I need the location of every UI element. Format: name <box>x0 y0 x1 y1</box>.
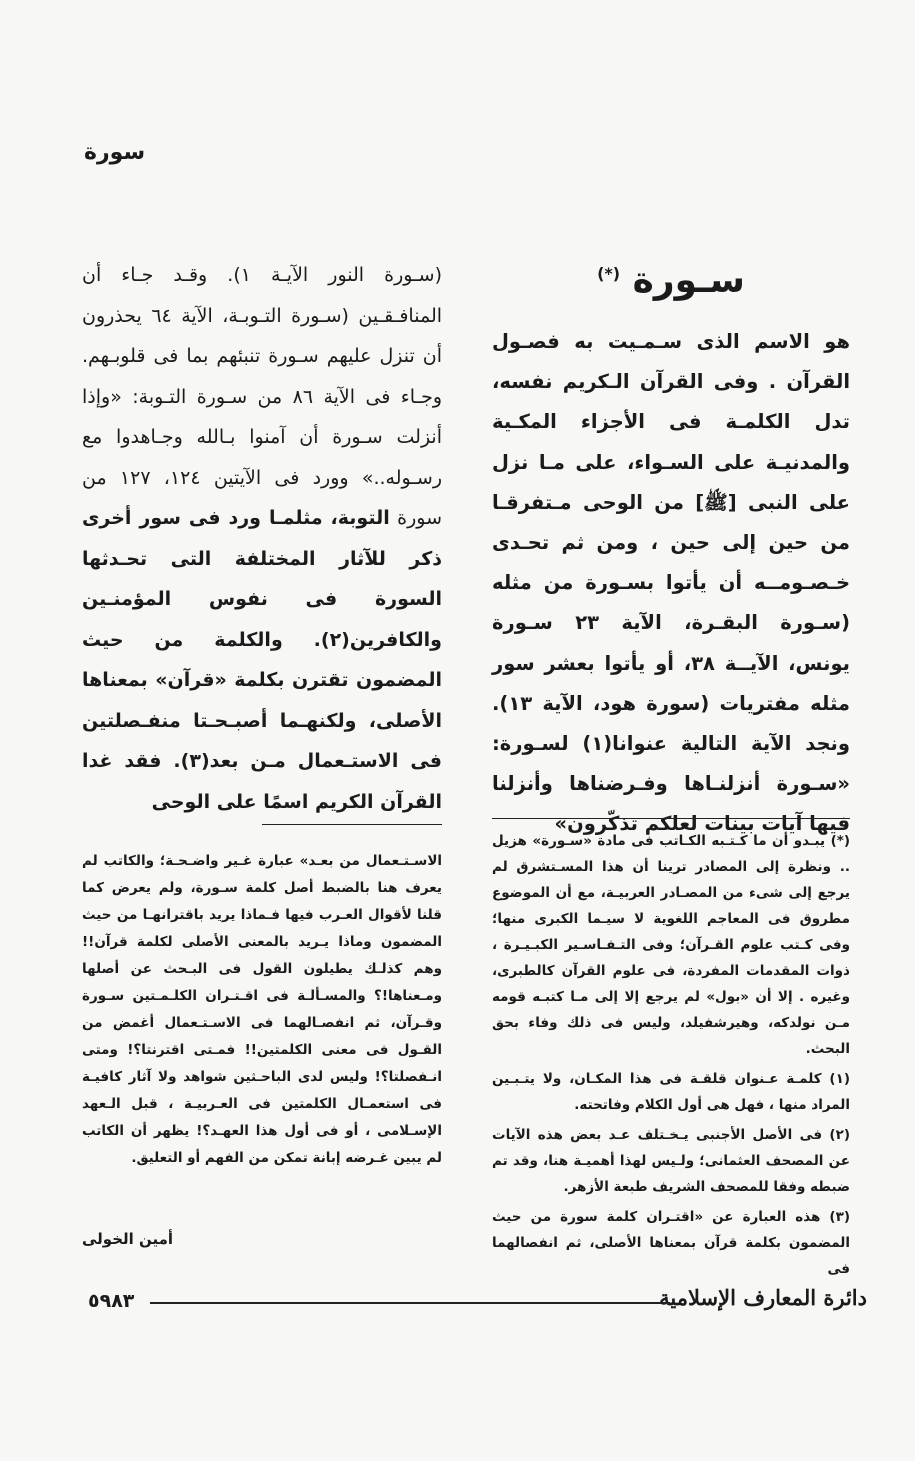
running-head: سورة <box>84 140 146 165</box>
left-column <box>82 255 442 822</box>
footnote-rule-left <box>262 824 442 825</box>
article-title-text: سـورة <box>632 260 745 301</box>
page-number: ٥٩٨٣ <box>88 1290 135 1312</box>
title-footnote-marker: (*) <box>597 264 621 283</box>
left-column-text-bold: التوبة، مثلمـا ورد فى سور أخرى ذكر للآثار المختلفة التى تحـدثها السورة فى نفوس المؤمنـين والكافرين(٢). والكلمة من حيث المضمون تقترن بكلمة «قرآن» بمعناها الأصلى، ولكنهـما أصبـحـتا منفـصلتين فى الاستـعمال مـن بعد(٣). فقد غدا القرآن الكريم اسمًا على الوحى <box>82 507 442 813</box>
footnote-3: (٣) هذه العبارة عن «اقتـران كلمة سورة من حيث المضمون بكلمة قرآن بمعناها الأصلى، ثم انفصالهما فى <box>492 1209 850 1277</box>
author-signature: أمين الخولى <box>82 1230 174 1248</box>
left-column-text <box>82 255 442 822</box>
left-column-text-normal: (سـورة النور الآيـة ١). وقـد جـاء أن المنافـقـين (سـورة التـوبـة، الآية ٦٤ يحذرون أن تنزل عليهم سـورة تنبئهم بما فى قلوبـهم. وجـاء فى الآية ٨٦ من سـورة التـوبة: «وإذا أنزلت سـورة أن آمنوا بـالله وجـاهدوا مع رسـوله..» وورد فى الآيتين ١٢٤، ١٢٧ من سورة <box>82 264 443 529</box>
footnote-rule-right <box>492 818 850 819</box>
article-title <box>492 250 850 301</box>
footnote-1: (١) كلمـة عـنوان قلقـة فى هذا المكـان، ولا يتـبـين المراد منها ، فهل هى أول الكلام وفاتحته. <box>492 1071 850 1113</box>
footer-title: دائرة المعارف الإسلامية <box>659 1285 867 1310</box>
footnote-2: (٢) فى الأصل الأجنبى يـخـتلف عـد بعض هذه الآيات عن المصحف العثمانى؛ ولـيس لهذا أهميـة هنا، وقد تم ضبطه وفقا للمصحف الشريف طبعة الأزهر. <box>492 1127 850 1195</box>
footnotes-right <box>492 828 850 1286</box>
footnote-star: (*) يبـدو أن ما كـتـبه الكـاتب فى مادة «سـورة» هزيل .. ونظرة إلى المصادر ترينا أن هذا المسـتشرق لم يرجع إلى شىء من المصـادر العربيـة، مع أن الموضوع مطروق فى المعاجم اللغوية لا سيـما الكبرى منها؛ وفى كـتب علوم القـرآن؛ وفى التـفـاسـير الكبـيـرة ، ذوات المقدمات المفردة، فى علوم القرآن كالطبرى، وغيره . إلا أن «بول» لم يرجع إلا إلى مـا كتبـه قومه مـن نولدكه، وهيرشفيلد، وليس فى ذلك وفاء بحق البحث. <box>492 833 850 1057</box>
footer-divider <box>150 1302 670 1304</box>
footnote-continuation: الاسـتـعمال من بعـد» عبارة غـير واضـحـة؛ والكاتب لم يعرف هنا بالضبط أصل كلمة سـورة، ولم يعرض كما قلنا لأقوال العـرب فيها فـماذا يريد باقترانهـا من حيث المضمون وماذا يـريد بالمعنى الأصلى لكلمة قرآن!! وهم كذلـك يطيلون القول فى البـحث عن أصلها ومـعناها!؟ والمسـألـة فى اقـتـران الكلـمـتين سـورة وقـرآن، ثم انفصـالهما فى الاسـتـعمال أغمض من القـول فى معنى الكلمتين!! فمـتى اقترنتا؟! ومتى انـفصلتا؟! وليس لدى الباحـثين شواهد ولا آثار كافيـة فى استعمـال الكلمتين فى العـربيـة ، قبل الـعهد الإسـلامى ، أو فى أول هذا العهـد؟! يظهر أن الكاتب لم يبين غـرضه إبانة تمكن من الفهم أو التعليق. <box>82 853 442 1166</box>
right-column-text: هو الاسم الذى سـمـيت به فصـول القرآن . وفى القرآن الـكريم نفسه، تدل الكلمـة فى الأجزاء المكـية والمدنيـة على السـواء، على مـا نزل على النبى [ﷺ] من الوحى مـتفرقـا من حين إلى حين ، ومن ثم تحـدى خـصـومــه أن يأتوا بسـورة من مثله (سـورة البقـرة، الآية ٢٣ سـورة يونس، الآيــة ٣٨، أو يأتوا بعشر سور مثله مفتريات (سورة هود، الآية ١٣). ونجد الآية التالية عنوانا(١) لسـورة: «سـورة أنزلنـاها وفـرضناها وأنزلنا فيها آيات بينات لعلكم تذكّرون» <box>492 330 850 836</box>
